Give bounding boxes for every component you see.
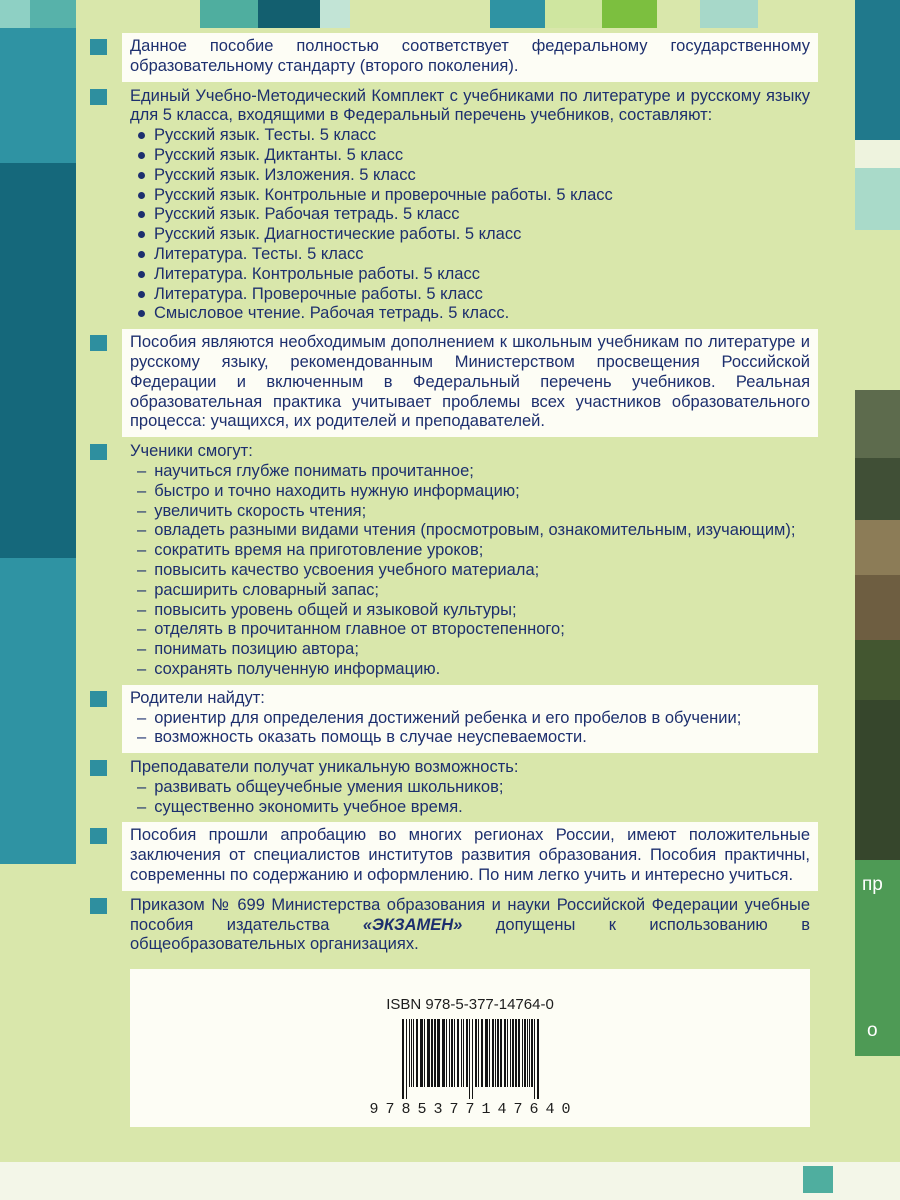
barcode-bar: [466, 1019, 468, 1087]
list-item: [130, 462, 810, 482]
deco-right-photo-strip-1: [855, 390, 900, 458]
deco-top-square-5: [545, 0, 602, 28]
barcode-bar: [485, 1019, 488, 1087]
deco-right-photo-strip-5: [855, 640, 900, 700]
section-fgos-note: [122, 33, 818, 82]
barcode-bar: [475, 1019, 477, 1087]
barcode-bar: [529, 1019, 530, 1087]
barcode-bar: [507, 1019, 508, 1087]
deco-right-pale-block: [855, 140, 900, 168]
list-item-text: расширить словарный запас;: [154, 580, 380, 599]
barcode-bar: [512, 1019, 514, 1087]
barcode-bar: [500, 1019, 502, 1087]
list-item: [130, 186, 810, 206]
list-item: [130, 126, 810, 146]
section-marker-square: [90, 89, 107, 105]
barcode-bar: [515, 1019, 517, 1087]
deco-top-square-7: [700, 0, 758, 28]
deco-top-square-2: [258, 0, 320, 28]
barcode-bar: [527, 1019, 528, 1087]
section-intro: Единый Учебно-Методический Комплект с учебниками по литературе и русскому языку для 5 класса, входящими в Федеральный перечень учебников, составляют:: [130, 86, 810, 125]
section-umk-list: [130, 87, 810, 325]
list-item-text: Литература. Тесты. 5 класс: [154, 244, 364, 263]
barcode-bar: [492, 1019, 494, 1087]
list-item: [130, 778, 810, 798]
deco-top-square-1: [200, 0, 258, 28]
barcode-bar: [495, 1019, 496, 1087]
section-intro: Преподаватели получат уникальную возможность:: [130, 758, 519, 777]
list-item: [130, 225, 810, 245]
barcode-bar: [451, 1019, 453, 1087]
dash-icon: –: [137, 541, 147, 560]
edge-text-fragment-1: пр: [862, 874, 883, 895]
list-item-text: быстро и точно находить нужную информацию;: [154, 481, 520, 500]
barcode-bar: [481, 1019, 483, 1087]
dash-icon: –: [137, 461, 147, 480]
barcode-bar: [472, 1019, 473, 1099]
barcode-bar: [531, 1019, 533, 1087]
barcode-bar: [411, 1019, 412, 1087]
list-item-text: развивать общеучебные умения школьников;: [154, 777, 504, 796]
bullet-icon: [138, 291, 145, 298]
edge-text-fragment-2: о: [867, 1020, 878, 1041]
isbn-number-digits: 9785377147640: [369, 1101, 578, 1119]
barcode-bar: [416, 1019, 418, 1087]
barcode-bar: [449, 1019, 450, 1087]
publisher-brand-name: «ЭКЗАМЕН»: [362, 915, 463, 934]
dash-icon: –: [137, 620, 147, 639]
list-item-text: Русский язык. Диагностические работы. 5 класс: [154, 225, 522, 244]
deco-right-green-strip: [855, 860, 900, 1056]
deco-right-teal-block: [855, 0, 900, 140]
list-item-text: Русский язык. Контрольные и проверочные работы. 5 класс: [154, 185, 613, 204]
section-ministry-order: [130, 896, 810, 955]
bullet-icon: [138, 271, 145, 278]
barcode-bar: [469, 1019, 470, 1099]
list-item-text: возможность оказать помощь в случае неуспеваемости.: [154, 728, 587, 747]
dash-icon: –: [137, 600, 147, 619]
deco-top-square-3: [320, 0, 350, 28]
list-item: [130, 798, 810, 818]
barcode-bar: [402, 1019, 404, 1099]
section-marker-square: [90, 760, 107, 776]
section-students-benefits: [130, 442, 810, 680]
list-item: [130, 620, 810, 640]
dash-icon: –: [137, 481, 147, 500]
section-parents-benefits: [122, 685, 818, 753]
barcode-bar: [497, 1019, 499, 1087]
barcode-bar: [489, 1019, 490, 1087]
dash-icon: –: [137, 501, 147, 520]
barcode-bar: [437, 1019, 440, 1087]
barcode-bar: [478, 1019, 479, 1087]
deco-right-photo-strip-4: [855, 575, 900, 640]
barcode-bar: [463, 1019, 464, 1087]
list-item-text: ориентир для определения достижений ребенка и его пробелов в обучении;: [154, 708, 742, 727]
deco-top-square-4: [490, 0, 545, 28]
list-item-text: повысить качество усвоения учебного материала;: [154, 560, 540, 579]
list-item: [130, 541, 810, 561]
barcode-bar: [454, 1019, 455, 1087]
list-item: [130, 521, 810, 541]
list-item-text: Смысловое чтение. Рабочая тетрадь. 5 класс.: [154, 304, 510, 323]
barcode-bar: [431, 1019, 433, 1087]
deco-right-photo-strip-3: [855, 520, 900, 575]
list-item-text: научиться глубже понимать прочитанное;: [154, 461, 474, 480]
section-intro: Ученики смогут:: [130, 442, 253, 461]
section-marker-square: [90, 828, 107, 844]
section-marker-square: [90, 39, 107, 55]
barcode-bar: [518, 1019, 520, 1087]
list-item: [130, 166, 810, 186]
list-item: [130, 561, 810, 581]
list-item: [130, 482, 810, 502]
list-item-text: Русский язык. Рабочая тетрадь. 5 класс: [154, 205, 460, 224]
list-item-text: Русский язык. Изложения. 5 класс: [154, 165, 416, 184]
section-marker-square: [90, 898, 107, 914]
list-item: [130, 502, 810, 522]
list-item: [130, 304, 810, 324]
bullet-icon: [138, 251, 145, 258]
deco-right-photo-strip-6: [855, 700, 900, 860]
section-paragraph: Пособия прошли апробацию во многих регионах России, имеют положительные заключения от специалистов институтов развития образования. Пособия практичны, современны по содержанию и оформлению. По ним легко учить и интересно учиться.: [130, 826, 810, 885]
list-item: [130, 265, 810, 285]
barcode-bar: [406, 1019, 407, 1099]
list-item-text: сохранять полученную информацию.: [154, 659, 441, 678]
section-supplement-note: [122, 329, 818, 437]
list-item: [130, 640, 810, 660]
section-intro: Родители найдут:: [130, 688, 265, 707]
barcode-bar: [424, 1019, 425, 1087]
deco-bottom-strip: [0, 1162, 900, 1200]
list-item-text: Русский язык. Тесты. 5 класс: [154, 126, 377, 145]
list-item: [130, 205, 810, 225]
list-item-text: Русский язык. Диктанты. 5 класс: [154, 145, 404, 164]
barcode-bar: [409, 1019, 410, 1087]
deco-bottom-teal-square: [803, 1166, 833, 1193]
dash-icon: –: [137, 580, 147, 599]
dash-icon: –: [137, 560, 147, 579]
barcode-bar: [434, 1019, 436, 1087]
paragraph-fragment: Приказом № 699 Министерства образования и науки Российской Федерации учебные пособия издательства: [130, 895, 810, 934]
bullet-icon: [138, 172, 145, 179]
barcode-bar: [446, 1019, 447, 1087]
barcode-bar: [413, 1019, 414, 1087]
cover-text-column: [130, 33, 810, 1127]
barcode-bar: [504, 1019, 506, 1087]
list-item: [130, 660, 810, 680]
list-item: [130, 581, 810, 601]
isbn-label: ISBN 978-5-377-14764-0: [386, 996, 554, 1014]
bullet-icon: [138, 152, 145, 159]
barcode-bar: [510, 1019, 511, 1087]
bullet-icon: [138, 211, 145, 218]
deco-top-left-square-2: [30, 0, 76, 28]
list-item-text: повысить уровень общей и языковой культуры;: [154, 600, 517, 619]
barcode-bar: [524, 1019, 526, 1087]
list-item: [130, 709, 810, 729]
bullet-icon: [138, 231, 145, 238]
list-item-text: увеличить скорость чтения;: [154, 501, 367, 520]
list-item-text: понимать позицию автора;: [154, 640, 359, 659]
bullet-icon: [138, 310, 145, 317]
deco-top-left-square-1: [0, 0, 30, 28]
section-marker-square: [90, 691, 107, 707]
list-item-text: отделять в прочитанном главное от второстепенного;: [154, 620, 565, 639]
dash-icon: –: [137, 728, 147, 747]
barcode-bar: [442, 1019, 445, 1087]
list-item: [130, 728, 810, 748]
list-item-text: сократить время на приготовление уроков;: [154, 541, 484, 560]
list-item-text: существенно экономить учебное время.: [154, 797, 463, 816]
section-paragraph: [130, 896, 810, 955]
section-teachers-benefits: [130, 758, 810, 817]
barcode-bar: [522, 1019, 523, 1087]
barcode-bar: [534, 1019, 535, 1099]
barcode-bar: [461, 1019, 462, 1087]
list-item: [130, 245, 810, 265]
list-item: [130, 601, 810, 621]
isbn-box: [130, 969, 810, 1127]
section-approbation-note: [122, 822, 818, 890]
dash-icon: –: [137, 777, 147, 796]
paragraph-fragment: допущены к использованию в общеобразовательных организациях.: [130, 915, 810, 954]
barcode-bar: [457, 1019, 459, 1087]
list-item-text: Литература. Контрольные работы. 5 класс: [154, 264, 480, 283]
deco-top-square-6: [602, 0, 657, 28]
deco-right-photo-strip-2: [855, 458, 900, 520]
barcode-bars: [402, 1019, 539, 1099]
dash-icon: –: [137, 521, 147, 540]
section-paragraph: Пособия являются необходимым дополнением к школьным учебникам по литературе и русскому языку, рекомендованным Министерством просвещения Российской Федерации и включенным в Федеральный перечень учебников. Реальная образовательная практика учитывает проблемы всех участников образовательного процесса: учащихся, их родителей и преподавателей.: [130, 333, 810, 431]
bullet-icon: [138, 132, 145, 139]
barcode-bar: [420, 1019, 423, 1087]
barcode-bar: [537, 1019, 539, 1099]
section-marker-square: [90, 335, 107, 351]
barcode-bar: [427, 1019, 430, 1087]
section-marker-square: [90, 444, 107, 460]
deco-left-strip-dark: [0, 163, 76, 558]
list-item-text: овладеть разными видами чтения (просмотровым, ознакомительным, изучающим);: [154, 521, 796, 540]
list-item-text: Литература. Проверочные работы. 5 класс: [154, 284, 483, 303]
dash-icon: –: [137, 640, 147, 659]
bullet-icon: [138, 192, 145, 199]
dash-icon: –: [137, 659, 147, 678]
dash-icon: –: [137, 797, 147, 816]
list-item: [130, 146, 810, 166]
deco-right-light-teal-block: [855, 168, 900, 230]
list-item: [130, 285, 810, 305]
dash-icon: –: [137, 708, 147, 727]
section-paragraph: Данное пособие полностью соответствует федеральному государственному образовательному стандарту (второго поколения).: [130, 37, 810, 75]
